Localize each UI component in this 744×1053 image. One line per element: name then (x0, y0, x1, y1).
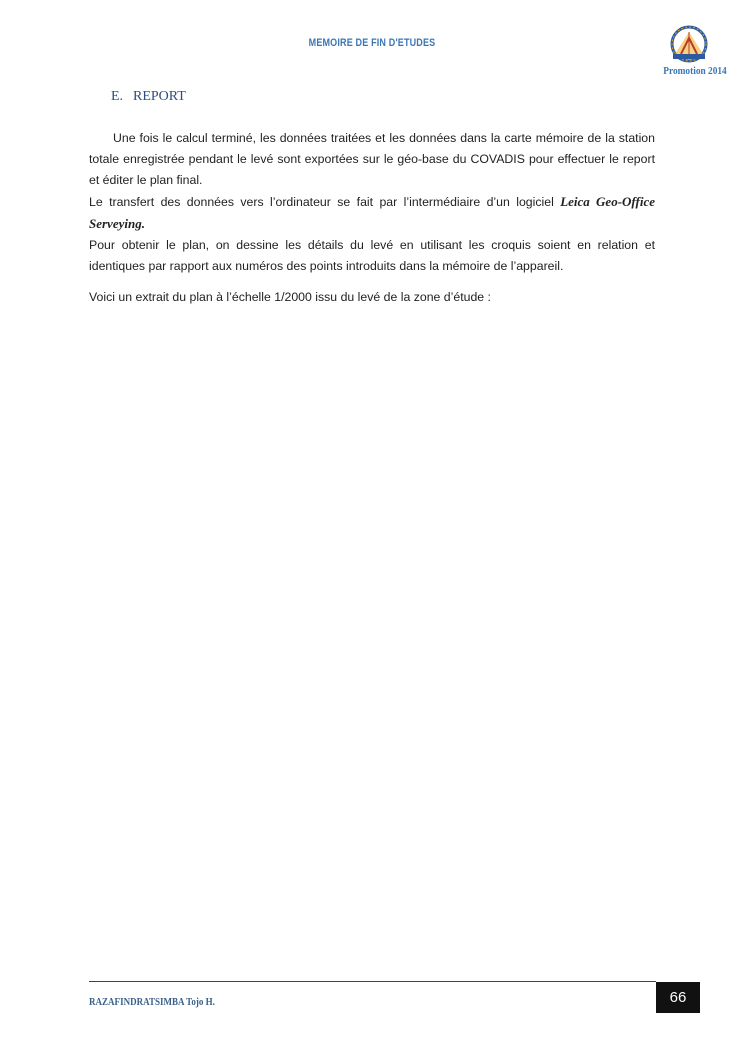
paragraph-text: Le transfert des données vers l’ordinateur se fait par l’intermédiaire d’un logiciel (89, 195, 561, 209)
paragraph: Une fois le calcul terminé, les données traitées et les données dans la carte mémoire de la station totale enregistrée pendant le levé sont exportées sur le géo-base du COVADIS pour effectuer le report et éditer le plan final. (89, 131, 655, 187)
section-heading (111, 89, 186, 105)
body-text (89, 128, 655, 308)
footer-author: RAZAFINDRATSIMBA Tojo H. (89, 996, 215, 1008)
footer-divider (89, 981, 656, 982)
paragraph (89, 191, 655, 235)
promotion-label: Promotion 2014 (663, 65, 727, 77)
paragraph: Pour obtenir le plan, on dessine les détails du levé en utilisant les croquis soient en relation et identiques par rapport aux numéros des points introduits dans la mémoire de l’appareil. (89, 238, 655, 273)
paragraph: Voici un extrait du plan à l’échelle 1/2000 issu du levé de la zone d’étude : (89, 290, 491, 304)
software-name: Leica Geo-Office Serveying. (89, 194, 655, 231)
section-title: REPORT (133, 89, 186, 104)
page-number: 66 (656, 982, 700, 1013)
header-title: MEMOIRE DE FIN D'ETUDES (308, 37, 436, 49)
section-number: E. (111, 89, 124, 104)
school-emblem-icon (667, 24, 711, 64)
